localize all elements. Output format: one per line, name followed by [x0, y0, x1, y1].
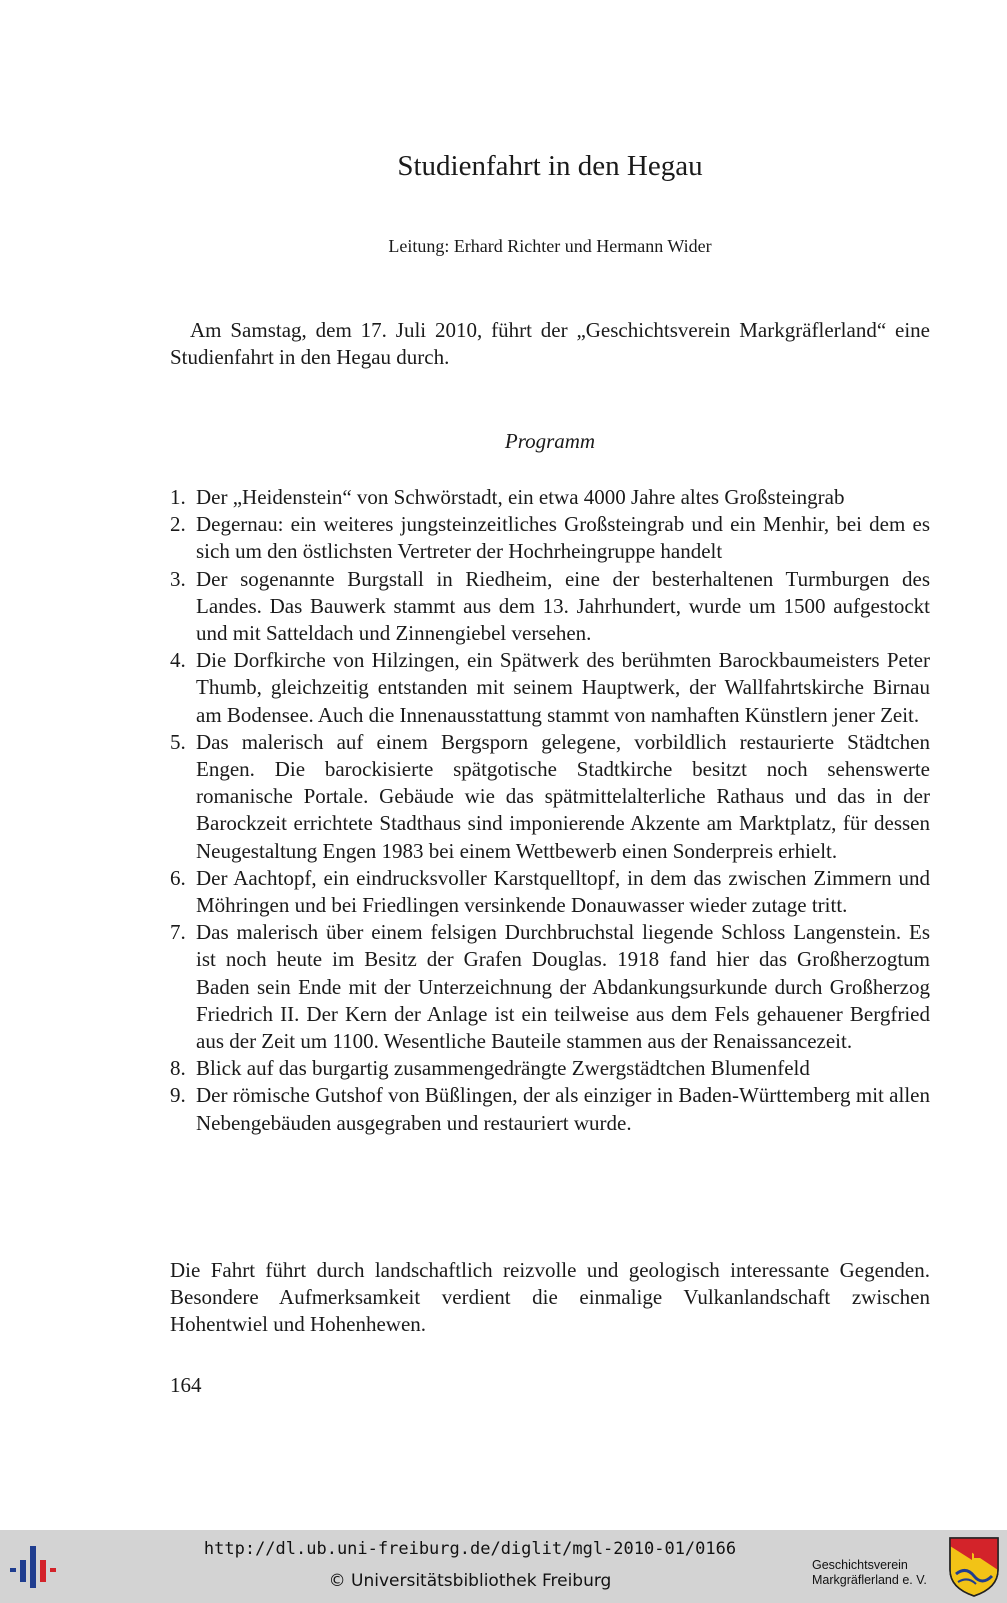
document-title: Studienfahrt in den Hegau [397, 150, 703, 182]
footer-org-line1: Geschichtsverein [812, 1558, 908, 1572]
program-item-number: 5. [170, 729, 186, 754]
program-item-number: 9. [170, 1083, 186, 1108]
program-item [170, 729, 930, 865]
program-item [170, 865, 930, 919]
program-heading: Programm [504, 429, 596, 453]
program-item-text: Der „Heidenstein“ von Schwörstadt, ein etwa 4000 Jahre altes Großsteingrab [196, 485, 845, 509]
program-item [170, 1055, 930, 1082]
program-item [170, 1082, 930, 1136]
program-item-text: Das malerisch auf einem Bergsporn gelegene, vorbildlich restaurierte Städtchen Engen. Die barockisierte spätgotische Stadtkirche besitzt noch sehenswerte romanische Portale. Gebäude wie das spätmittelalterliche Rathaus und das in der Barockzeit errichtete Stadthaus sind imponierende Akzente am Marktplatz, für dessen Neugestaltung Engen 1983 bei einem Wettbewerb einen Sonderpreis erhielt. [196, 729, 930, 863]
program-item [170, 919, 930, 1055]
footer-url-link[interactable]: http://dl.ub.uni-freiburg.de/diglit/mgl-2010-01/0166 [203, 1539, 737, 1559]
program-item-number: 3. [170, 566, 186, 591]
program-item-text: Der römische Gutshof von Büßlingen, der als einziger in Baden-Württemberg mit allen Nebengebäuden ausgegraben und restauriert wurde. [196, 1083, 930, 1135]
program-item-text: Der sogenannte Burgstall in Riedheim, eine der besterhaltenen Turmburgen des Landes. Das Bauwerk stammt aus dem 13. Jahrhundert, wurde um 1500 aufgestockt und mit Satteldach und Zinnengiebel versehen. [196, 566, 930, 646]
program-item-number: 2. [170, 512, 186, 537]
program-item-number: 4. [170, 648, 186, 673]
outro-paragraph: Die Fahrt führt durch landschaftlich reizvolle und geologisch interessante Gegenden. Besondere Aufmerksamkeit verdient die einmalige Vulkanlandschaft zwischen Hohentwiel und Hohenhewen. [170, 1258, 930, 1336]
program-item-number: 6. [170, 865, 186, 890]
program-item-text: Blick auf das burgartig zusammengedrängte Zwergstädtchen Blumenfeld [196, 1056, 810, 1081]
program-item [170, 511, 930, 565]
page-number: 164 [170, 1373, 202, 1397]
intro-paragraph: Am Samstag, dem 17. Juli 2010, führt der „Geschichtsverein Markgräflerland“ eine Studienfahrt in den Hegau durch. [170, 318, 930, 369]
program-item [170, 484, 930, 511]
program-item-number: 1. [170, 485, 186, 509]
program-list [170, 484, 930, 1137]
footer-org-line2: Markgräflerland e. V. [812, 1573, 927, 1587]
program-item-text: Degernau: ein weiteres jungsteinzeitliches Großsteingrab und ein Menhir, bei dem es sich um den östlichsten Vertreter der Hochrheingruppe handelt [196, 512, 930, 564]
footer-bar [0, 1530, 1007, 1603]
program-item [170, 647, 930, 729]
program-item-text: Der Aachtopf, ein eindrucksvoller Karstquelltopf, in dem das zwischen Zimmern und Möhringen und bei Friedlingen versinkende Donauwasser wieder zutage tritt. [196, 865, 930, 918]
program-item-text: Die Dorfkirche von Hilzingen, ein Spätwerk des berühmten Barockbaumeisters Peter Thumb, gleichzeitig entstanden mit seinem Hauptwerk, der Wallfahrtskirche Birnau am Bodensee. Auch die Innenausstattung stammt von namhaften Künstlern jener Zeit. [196, 648, 930, 727]
coat-of-arms-icon [948, 1536, 1000, 1598]
footer-copyright: © Universitätsbibliothek Freiburg [328, 1571, 612, 1591]
program-item-text: Das malerisch über einem felsigen Durchbruchstal liegende Schloss Langenstein. Es ist noch heute im Besitz der Grafen Douglas. 1918 fand hier das Großherzogtum Baden sein Ende mit der Unterzeichnung der Abdankungsurkunde durch Großherzog Friedrich II. Der Kern der Anlage ist ein teilweise aus dem Fels gehauener Bergfried aus der Zeit um 1100. Wesentliche Bauteile stammen aus der Renaissancezeit. [196, 920, 930, 1054]
program-item-number: 7. [170, 920, 186, 945]
footer-organization [812, 1558, 927, 1588]
program-item [170, 566, 930, 648]
document-leader: Leitung: Erhard Richter und Hermann Wider [388, 236, 712, 256]
ub-freiburg-logo-icon[interactable] [8, 1544, 62, 1590]
program-item-number: 8. [170, 1056, 186, 1081]
